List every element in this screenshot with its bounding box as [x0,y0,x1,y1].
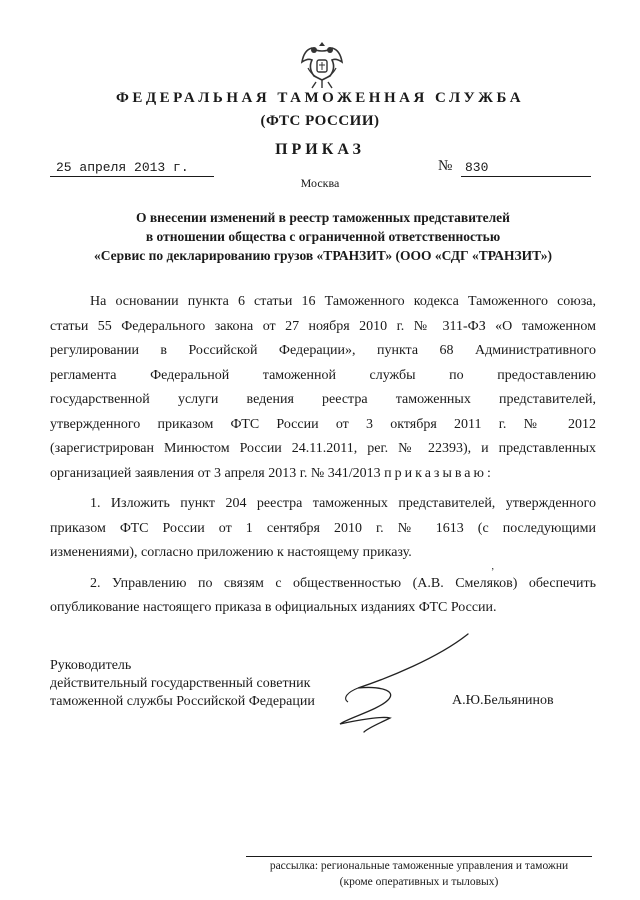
distribution-list [246,858,592,890]
signatory-line: действительный государственный советник [50,676,311,691]
city: Москва [300,176,340,190]
signatory-line: Руководитель [50,658,132,673]
distribution-line: рассылка: региональные таможенные управления и таможни [269,860,569,872]
body-line-last [50,462,596,487]
signatory-line: таможенной службы Российской Федерации [50,694,315,709]
signatory-name: А.Ю.Бельянинов [452,693,554,708]
body-line: изменениями), согласно приложению к настоящему приказу. [50,545,412,560]
document-date: 25 апреля 2013 г. [50,159,214,177]
body-line: опубликование настоящего приказа в официальных изданиях ФТС России. [50,600,497,615]
body-line-text: организацией заявления от 3 апреля 2013 г. № 341/2013 [50,465,381,481]
title-line: в отношении общества с ограниченной ответственностью [145,229,501,244]
body-line: (зарегистрирован Минюстом России 24.11.2011, рег. № 22393), и представленных [50,441,596,456]
title-line: О внесении изменений в реестр таможенных представителей [136,210,510,225]
document-body [50,290,596,621]
body-line: 2. Управлению по связям с общественностью (А.В. Смеляков) обеспечить [90,575,596,591]
body-line: утвержденного приказом ФТС России от 3 октября 2011 г. № 2012 [50,416,596,432]
body-line: статьи 55 Федерального закона от 27 ноября 2010 г. № 311-ФЗ «О таможенном [50,318,596,334]
body-line: приказом ФТС России от 1 сентября 2010 г. № 1613 (с последующими [50,520,596,536]
body-line: На основании пункта 6 статьи 16 Таможенного кодекса Таможенного союза, [90,294,596,309]
body-line: регулировании в Российской Федерации», пункта 68 Административного [50,343,596,358]
body-line: 1. Изложить пункт 204 реестра таможенных представителей, утвержденного [90,496,596,511]
title-line: «Сервис по декларированию грузов «ТРАНЗИТ» (ООО «СДГ «ТРАНЗИТ») [94,248,552,263]
distribution-line: (кроме оперативных и тыловых) [339,876,499,888]
document-title [50,208,596,265]
distribution-divider [246,856,592,857]
double-headed-eagle-emblem-icon [300,38,344,90]
body-line: государственной услуги ведения реестра таможенных представителей, [50,392,596,407]
number-label: № [438,158,453,174]
document-number: 830 [461,160,591,177]
body-line: регламента Федеральной таможенной службы по предоставлению [50,367,596,383]
handwritten-signature [318,628,478,738]
org-short-name: (ФТС РОССИИ) [260,113,380,129]
org-name: ФЕДЕРАЛЬНАЯ ТАМОЖЕННАЯ СЛУЖБА [115,90,525,106]
handwritten-mark: ʼ [491,567,495,578]
order-word: приказываю: [384,465,494,481]
signatory-block [50,657,315,711]
document-type: ПРИКАЗ [275,141,365,158]
